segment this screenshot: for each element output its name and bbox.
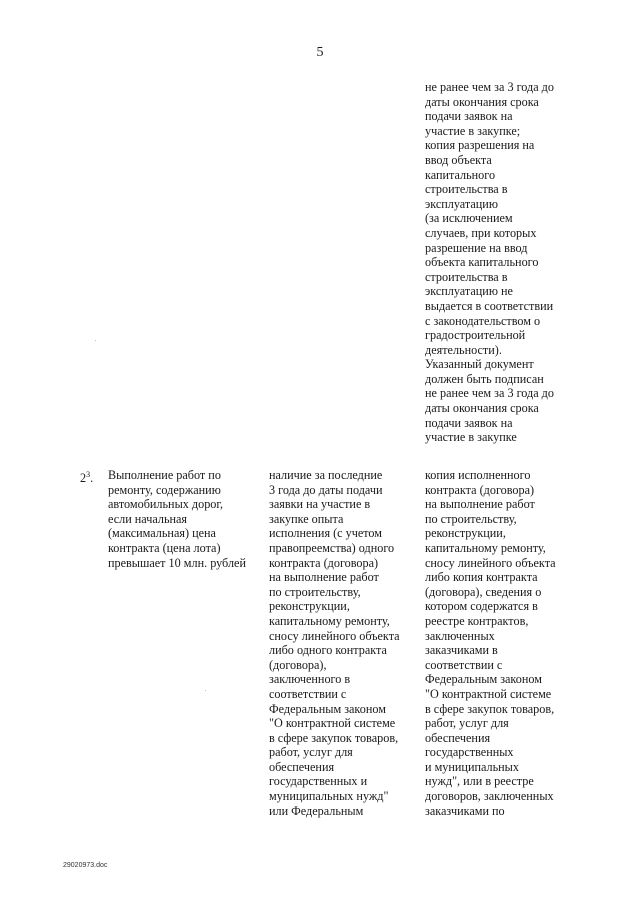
additional-requirements-cell: наличие за последние 3 года до даты подачи заявки на участие в закупке опыта исполнения (с учетом правопреемства) одного контракта (договора) на выполнение работ по строительству, реконструкции, капитальному ремонту, сносу линейного объекта либо одного контракта (договора), заключенного в соответствии с Федеральным законом "О контрактной системе в сфере закупок товаров, работ, услуг для обеспечения государственных и муниципальных нужд" или Федеральным xyxy=(269,468,400,818)
confirming-documents-cell: копия исполненного контракта (договора) на выполнение работ по строительству, реконструкции, капитальному ремонту, сносу линейного объекта либо копия контракта (договора), сведения о котором содержатся в реестре контрактов, заключенных заказчиками в соответствии с Федеральным законом "О контрактной системе в сфере закупок товаров, работ, услуг для обеспечения государственных и муниципальных нужд", или в реестре договоров, заключенных заказчиками по xyxy=(425,468,556,818)
continued-requirements-text: не ранее чем за 3 года до даты окончания срока подачи заявок на участие в закупке; копия разрешения на ввод объекта капитального строительства в эксплуатацию (за исключением случаев, при которых разрешение на ввод объекта капитального строительства в эксплуатацию не выдается в соответствии с законодательством о градостроительной деятельности). Указанный документ должен быть подписан не ранее чем за 3 года до даты окончания срока подачи заявок на участие в закупке xyxy=(425,80,554,445)
page-number: 5 xyxy=(316,45,324,60)
footer-filename: 29020973.doc xyxy=(63,862,108,869)
row-number-main: 2 xyxy=(80,471,87,485)
row-number-superscript: 3 xyxy=(86,470,91,479)
row-number-suffix: . xyxy=(90,471,94,485)
procurement-object-cell: Выполнение работ по ремонту, содержанию автомобильных дорог, если начальная (максимальная) цена контракта (цена лота) превышает 10 млн. рублей xyxy=(108,468,246,570)
scan-speck xyxy=(95,340,96,341)
row-number xyxy=(80,468,104,486)
scan-speck xyxy=(205,690,206,691)
